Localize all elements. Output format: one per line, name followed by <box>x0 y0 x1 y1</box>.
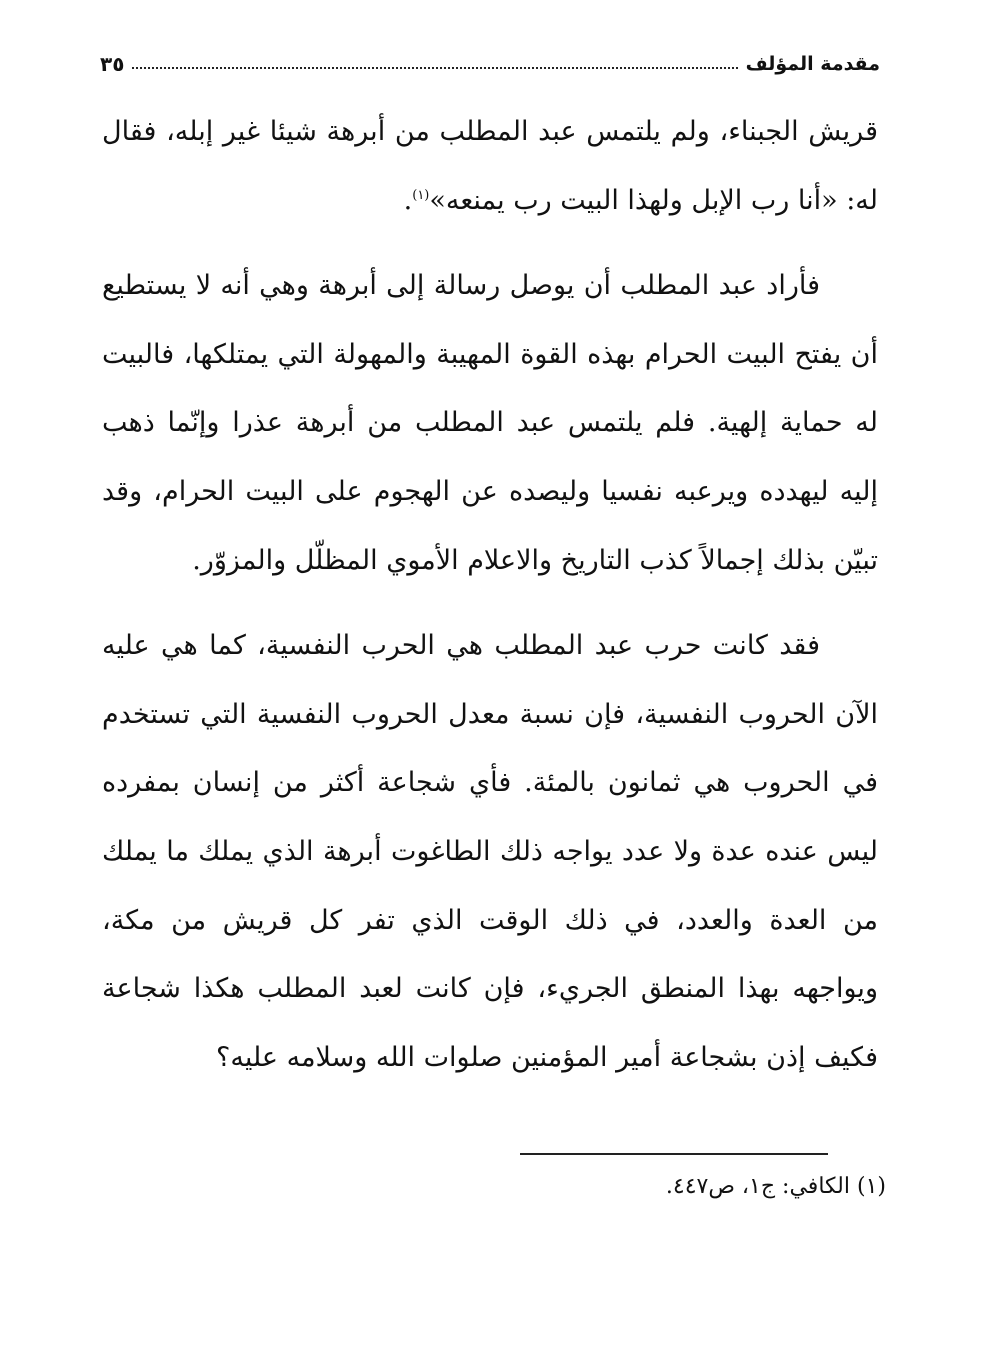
footnote: (١) الكافي: ج١، ص٤٤٧. <box>665 1174 886 1199</box>
paragraph-1-end: . <box>403 184 413 216</box>
body-text <box>102 98 878 1092</box>
leader-dots <box>132 67 737 69</box>
footnote-reference: (١) <box>412 187 430 203</box>
paragraph-3: فقد كانت حرب عبد المطلب هي الحرب النفسية، كما هي عليه الآن الحروب النفسية، فإن نسبة معدل الحروب النفسية التي تستخدم في الحروب هي ثمانون بالمئة. فأي شجاعة أكثر من إنسان بمفرده ليس عنده عدة ولا عدد يواجه ذلك الطاغوت أبرهة الذي يملك ما يملك من العدة والعدد، في ذلك الوقت الذي تفر كل قريش من مكة، ويواجهه بهذا المنطق الجريء، فإن كانت لعبد المطلب هكذا شجاعة فكيف إذن بشجاعة أمير المؤمنين صلوات الله وسلامه عليه؟ <box>102 630 878 1073</box>
paragraph-1-text: قريش الجبناء، ولم يلتمس عبد المطلب من أبرهة شيئا غير إبله، فقال له: «أنا رب الإبل ولهذا البيت رب يمنعه» <box>102 116 878 216</box>
chapter-title: مقدمة المؤلف <box>745 53 880 75</box>
paragraph-1 <box>102 98 878 235</box>
running-header <box>100 44 880 84</box>
page-number: ٣٥ <box>100 52 125 76</box>
paragraph-2: فأراد عبد المطلب أن يوصل رسالة إلى أبرهة وهي أنه لا يستطيع أن يفتح البيت الحرام بهذه القوة المهيبة والمهولة التي يمتلكها، فالبيت له حماية إلهية. فلم يلتمس عبد المطلب من أبرهة عذرا وإنّما ذهب إليه ليهدده ويرعبه نفسيا وليصده عن الهجوم على البيت الحرام، وقد تبيّن بذلك إجمالاً كذب التاريخ والاعلام الأموي المظلّل والمزوّر. <box>102 270 878 576</box>
footnote-divider <box>520 1153 828 1155</box>
